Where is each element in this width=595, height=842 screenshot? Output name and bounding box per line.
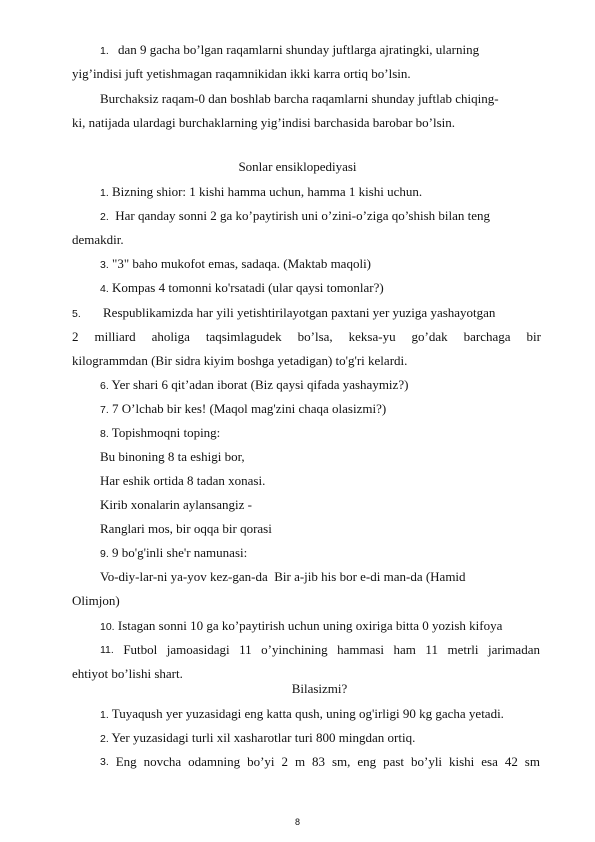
- verse-line-3: Kirib xonalarin aylansangiz -: [100, 497, 252, 512]
- fact-item-1: [100, 706, 504, 722]
- word: 11: [425, 642, 438, 657]
- list-item-10: [100, 618, 502, 634]
- word: bo’yli: [410, 754, 443, 769]
- item-text: Bizning shior: 1 kishi hamma uchun, hamma 1 kishi uchun.: [112, 184, 423, 199]
- paragraph-2-line-1: Burchaksiz raqam-0 dan boshlab barcha raqamlarni shunday juftlab chiqing-: [100, 91, 499, 106]
- item-text: Respublikamizda har yili yetishtirilayotgan paxtani yer yuziga yashayotgan: [103, 305, 496, 320]
- word: jarimadan: [488, 642, 540, 657]
- page-number: 8: [294, 817, 300, 827]
- word: kishi: [449, 754, 475, 769]
- word: 2: [72, 329, 79, 344]
- word: past: [383, 754, 405, 769]
- section-heading-sonlar: Sonlar ensiklopediyasi: [238, 159, 357, 174]
- word: barchaga: [463, 329, 511, 344]
- item-number: 2.: [100, 211, 109, 223]
- fact-item-3: [100, 754, 540, 770]
- item-text: Istagan sonni 10 ga ko’paytirish uchun uning oxiriga bitta 0 yozish kifoya: [117, 618, 503, 633]
- section-heading-bilasizmi: Bilasizmi?: [291, 681, 348, 696]
- fact-item-2: [100, 730, 415, 746]
- item-text: Yer yuzasidagi turli xil xasharotlar turi 800 mingdan ortiq.: [111, 730, 416, 745]
- word: sm: [524, 754, 540, 769]
- word: keksa-yu: [348, 329, 396, 344]
- item-number: 3.: [100, 756, 109, 768]
- item-text: Topishmoqni toping:: [111, 425, 221, 440]
- verse-line-2: Har eshik ortida 8 tadan xonasi.: [100, 473, 266, 488]
- list-item-5: [72, 305, 496, 321]
- word: bo’lsa,: [297, 329, 333, 344]
- word: 11: [239, 642, 252, 657]
- item-number: 9.: [100, 548, 109, 560]
- paragraph-1-number: 1.: [100, 45, 109, 57]
- list-item-6: [100, 377, 408, 393]
- word: go’dak: [411, 329, 448, 344]
- word: bir: [526, 329, 541, 344]
- item-number: 10.: [100, 621, 115, 633]
- word: o’yinchining: [261, 642, 328, 657]
- word: m: [294, 754, 306, 769]
- paragraph-1-line-1: [100, 42, 479, 58]
- item-number: 3.: [100, 259, 109, 271]
- paragraph-2-line-2: ki, natijada ulardagi burchaklarning yig’indisi barchasida barobar bo’lsin.: [72, 115, 456, 130]
- word: 42: [504, 754, 518, 769]
- item-text: 9 bo'g'inli she'r namunasi:: [112, 545, 248, 560]
- word: bo’yi: [247, 754, 275, 769]
- verse-line-4: Ranglari mos, bir oqqa bir qorasi: [100, 521, 272, 536]
- word: 2: [281, 754, 288, 769]
- word: taqsimlagudek: [205, 329, 282, 344]
- list-item-5-line-3: kilogrammdan (Bir sidra kiyim boshga yetadigan) to'g'ri kelardi.: [72, 353, 408, 368]
- item-text: 7 O’lchab bir kes! (Maqol mag'zini chaqa olasizmi?): [112, 401, 387, 416]
- item-number: 1.: [100, 709, 109, 721]
- item-text: Har qanday sonni 2 ga ko’paytirish uni o’zini-o’ziga qo’shish bilan teng: [112, 208, 491, 223]
- word: jamoasidagi: [166, 642, 230, 657]
- item-number: 6.: [100, 380, 109, 392]
- list-item-8: [100, 425, 220, 441]
- list-item-9-line-3: Olimjon): [72, 593, 120, 608]
- word: novcha: [143, 754, 182, 769]
- word: milliard: [94, 329, 136, 344]
- item-number: 5.: [72, 308, 81, 320]
- item-number: 8.: [100, 428, 109, 440]
- item-number: 4.: [100, 283, 109, 295]
- paragraph-1-text: dan 9 gacha bo’lgan raqamlarni shunday juftlarga ajratingki, ularning: [118, 42, 480, 57]
- item-number: 2.: [100, 733, 109, 745]
- item-text: "3" baho mukofot emas, sadaqa. (Maktab maqoli): [112, 256, 372, 271]
- item-text: Yer shari 6 qit’adan iborat (Biz qaysi qifada yashaymiz?): [111, 377, 409, 392]
- word: esa: [481, 754, 498, 769]
- list-item-4: [100, 280, 384, 296]
- list-item-11: [100, 642, 540, 658]
- list-item-2-cont: demakdir.: [72, 232, 124, 247]
- item-number: 1.: [100, 187, 109, 199]
- list-item-1: [100, 184, 422, 200]
- list-item-5-line-2: [72, 329, 541, 345]
- word: eng: [357, 754, 377, 769]
- list-item-3: [100, 256, 371, 272]
- item-number: 11.: [100, 644, 114, 656]
- list-item-11-line-2: ehtiyot bo’lishi shart.: [72, 666, 183, 681]
- word: sm,: [331, 754, 351, 769]
- item-text: Tuyaqush yer yuzasidagi eng katta qush, uning og'irligi 90 kg gacha yetadi.: [111, 706, 504, 721]
- word: Eng: [115, 754, 137, 769]
- item-text: Kompas 4 tomonni ko'rsatadi (ular qaysi tomonlar?): [112, 280, 384, 295]
- word: odamning: [188, 754, 241, 769]
- word: 83: [312, 754, 326, 769]
- word: metrli: [447, 642, 479, 657]
- list-item-9-line-2: Vo-diy-lar-ni ya-yov kez-gan-da Bir a-jib his bor e-di man-da (Hamid: [100, 569, 466, 584]
- item-number: 7.: [100, 404, 109, 416]
- paragraph-1-line-2: yig’indisi juft yetishmagan raqamnikidan ikki karra ortiq bo’lsin.: [72, 66, 411, 81]
- verse-line-1: Bu binoning 8 ta eshigi bor,: [100, 449, 245, 464]
- list-item-9: [100, 545, 247, 561]
- word: hammasi: [337, 642, 385, 657]
- word: ham: [393, 642, 416, 657]
- list-item-7: [100, 401, 386, 417]
- word: aholiga: [151, 329, 190, 344]
- list-item-2: [100, 208, 490, 224]
- word: Futbol: [123, 642, 158, 657]
